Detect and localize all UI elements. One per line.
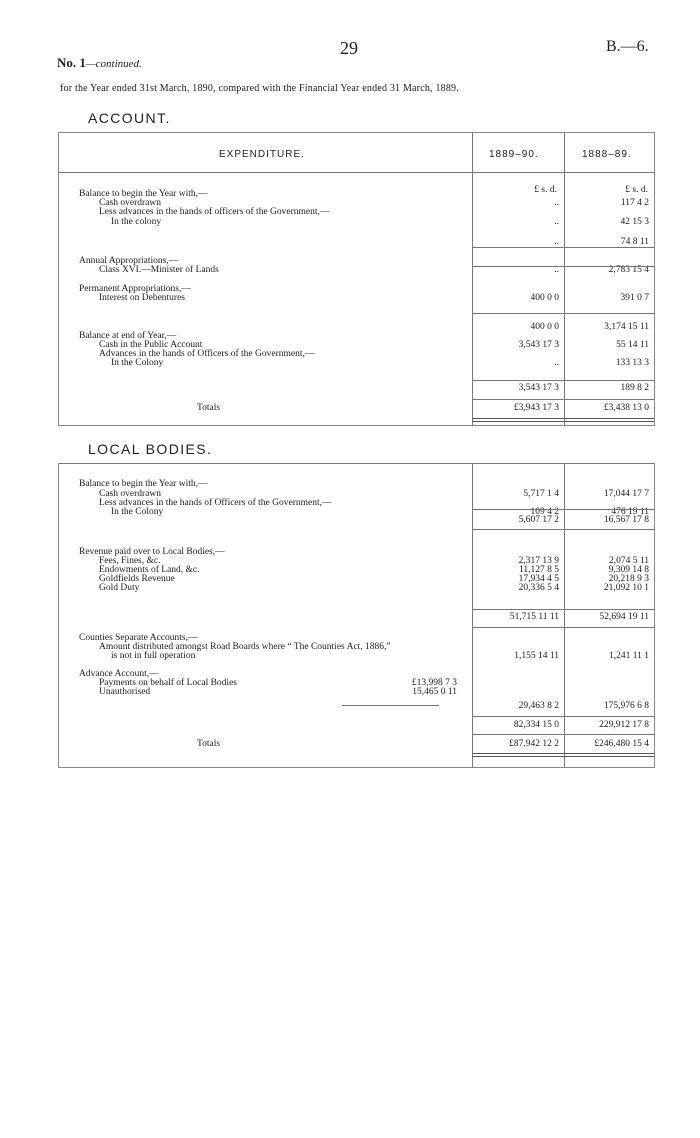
row-label: Payments on behalf of Local Bodies [99, 678, 237, 688]
amount-1889-90: £87,942 12 2 [509, 739, 559, 749]
row-label: In the colony [111, 217, 162, 227]
amount-1889-90: £3,943 17 3 [513, 403, 559, 413]
amount-1889-90: 3,543 17 3 [518, 340, 559, 350]
totals-label: Totals [197, 739, 221, 749]
row-label: Cash overdrawn [99, 198, 161, 208]
row-label: is not in full operation [111, 651, 196, 661]
amount-1889-90: 3,543 17 3 [518, 383, 559, 393]
local-bodies-section-title: LOCAL BODIES. [88, 441, 213, 457]
row-label: Amount distributed amongst Road Boards where “ The Counties Act, 1886,” [99, 642, 391, 652]
row-label: Gold Duty [99, 583, 140, 593]
subtotal-rule [472, 716, 654, 717]
amount-1889-90: .. [554, 265, 559, 275]
amount-1888-89: 2,783 15 4 [608, 265, 649, 275]
sub-amount: 15,465 0 11 [412, 687, 457, 697]
amount-1889-90: 400 0 0 [530, 293, 559, 303]
header-divider [59, 172, 654, 173]
amount-1888-89: 3,174 15 11 [604, 322, 649, 332]
subtotal-rule [472, 609, 654, 610]
amount-1889-90: .. [554, 217, 559, 227]
row-label: Unauthorised [99, 687, 151, 697]
subtotal-rule [472, 627, 654, 628]
total-double-rule [472, 418, 654, 422]
column-header-1888-89: 1888–89. [582, 149, 632, 160]
amount-1888-89: 21,092 10 1 [603, 583, 649, 593]
account-section-title: ACCOUNT. [88, 110, 171, 126]
subtotal-rule [472, 509, 654, 510]
amount-1888-89: 20,218 9 3 [608, 574, 649, 584]
amount-1888-89: 55 14 11 [616, 340, 649, 350]
row-label: Class XVI.—Minister of Lands [99, 265, 219, 275]
column-divider [564, 133, 565, 425]
subtotal-rule [472, 380, 654, 381]
sub-amount: £13,998 7 3 [411, 678, 457, 688]
amount-1889-90: 17,934 4 5 [518, 574, 559, 584]
row-label: Balance at end of Year,— [79, 331, 177, 341]
amount-1889-90: .. [554, 198, 559, 208]
amount-1889-90: 5,717 1 4 [523, 489, 559, 499]
amount-1888-89: 17,044 17 7 [603, 489, 649, 499]
amount-1889-90: 5,607 17 2 [518, 515, 559, 525]
row-label: Less advances in the hands of officers of the Government,— [99, 207, 330, 217]
page-subtitle: for the Year ended 31st March, 1890, compared with the Financial Year ended 31 March, 1889. [60, 83, 459, 94]
row-label: Balance to begin the Year with,— [79, 479, 208, 489]
subtotal-rule [472, 734, 654, 735]
amount-1888-89: 1,241 11 1 [608, 651, 649, 661]
currency-header: £ s. d. [625, 185, 648, 195]
amount-1888-89: 16,567 17 8 [603, 515, 649, 525]
row-label: Balance to begin the Year with,— [79, 189, 208, 199]
amount-1889-90: .. [554, 237, 559, 247]
row-label: In the Colony [111, 507, 164, 517]
amount-1888-89: 476 19 11 [611, 507, 649, 517]
row-label: Endowments of Land, &c. [99, 565, 200, 575]
row-label: Less advances in the hands of Officers of the Government,— [99, 498, 332, 508]
continued-label: No. 1—continued. [57, 55, 142, 70]
column-divider [472, 133, 473, 425]
subtotal-rule [472, 313, 654, 314]
subtotal-rule [472, 399, 654, 400]
amount-1888-89: 52,694 19 11 [599, 612, 649, 622]
amount-1888-89: 133 13 3 [615, 358, 649, 368]
row-label: Counties Separate Accounts,— [79, 633, 198, 643]
row-label: Fees, Fines, &c. [99, 556, 161, 566]
account-table [58, 132, 655, 426]
amount-1889-90: 29,463 8 2 [518, 701, 559, 711]
local-bodies-table [58, 463, 655, 768]
document-reference: B.—6. [606, 38, 649, 55]
row-label: Cash in the Public Account [99, 340, 203, 350]
row-label: Advances in the hands of Officers of the Government,— [99, 349, 315, 359]
amount-1889-90: 109 4 2 [530, 507, 559, 517]
row-label: Revenue paid over to Local Bodies,— [79, 547, 225, 557]
column-header-1889-90: 1889–90. [489, 149, 539, 160]
row-label: Permanent Appropriations,— [79, 284, 191, 294]
row-label: In the Colony [111, 358, 164, 368]
amount-1888-89: £246,480 15 4 [594, 739, 649, 749]
amount-1888-89: 2,074 5 11 [608, 556, 649, 566]
amount-1889-90: 1,155 14 11 [514, 651, 559, 661]
row-label: Goldfields Revenue [99, 574, 175, 584]
amount-1889-90: 51,715 11 11 [509, 612, 559, 622]
amount-1888-89: 175,976 6 8 [603, 701, 649, 711]
row-label: Interest on Debentures [99, 293, 185, 303]
amount-1889-90: 20,336 5 4 [518, 583, 559, 593]
currency-header: £ s. d. [534, 185, 557, 195]
subtotal-rule [472, 266, 654, 267]
amount-1889-90: 82,334 15 0 [513, 720, 559, 730]
subtotal-rule [472, 247, 654, 248]
amount-1889-90: 2,317 13 9 [518, 556, 559, 566]
amount-1888-89: £3,438 13 0 [603, 403, 649, 413]
subtotal-rule [472, 529, 654, 530]
total-double-rule [472, 753, 654, 757]
amount-1888-89: 229,912 17 8 [599, 720, 649, 730]
amount-1889-90: .. [554, 358, 559, 368]
amount-1888-89: 9,309 14 8 [608, 565, 649, 575]
column-header-expenditure: EXPENDITURE. [219, 149, 305, 160]
page-number: 29 [340, 38, 358, 58]
amount-1888-89: 42 15 3 [620, 217, 649, 227]
amount-1888-89: 189 8 2 [620, 383, 649, 393]
totals-label: Totals [197, 403, 221, 413]
row-label: Annual Appropriations,— [79, 256, 179, 266]
amount-1888-89: 74 8 11 [620, 237, 649, 247]
row-label: Cash overdrawn [99, 489, 161, 499]
amount-1888-89: 391 0 7 [620, 293, 649, 303]
amount-1889-90: 11,127 8 5 [518, 565, 559, 575]
amount-1888-89: 117 4 2 [620, 198, 649, 208]
amount-1889-90: 400 0 0 [530, 322, 559, 332]
subtotal-rule [342, 705, 439, 706]
row-label: Advance Account,— [79, 669, 159, 679]
